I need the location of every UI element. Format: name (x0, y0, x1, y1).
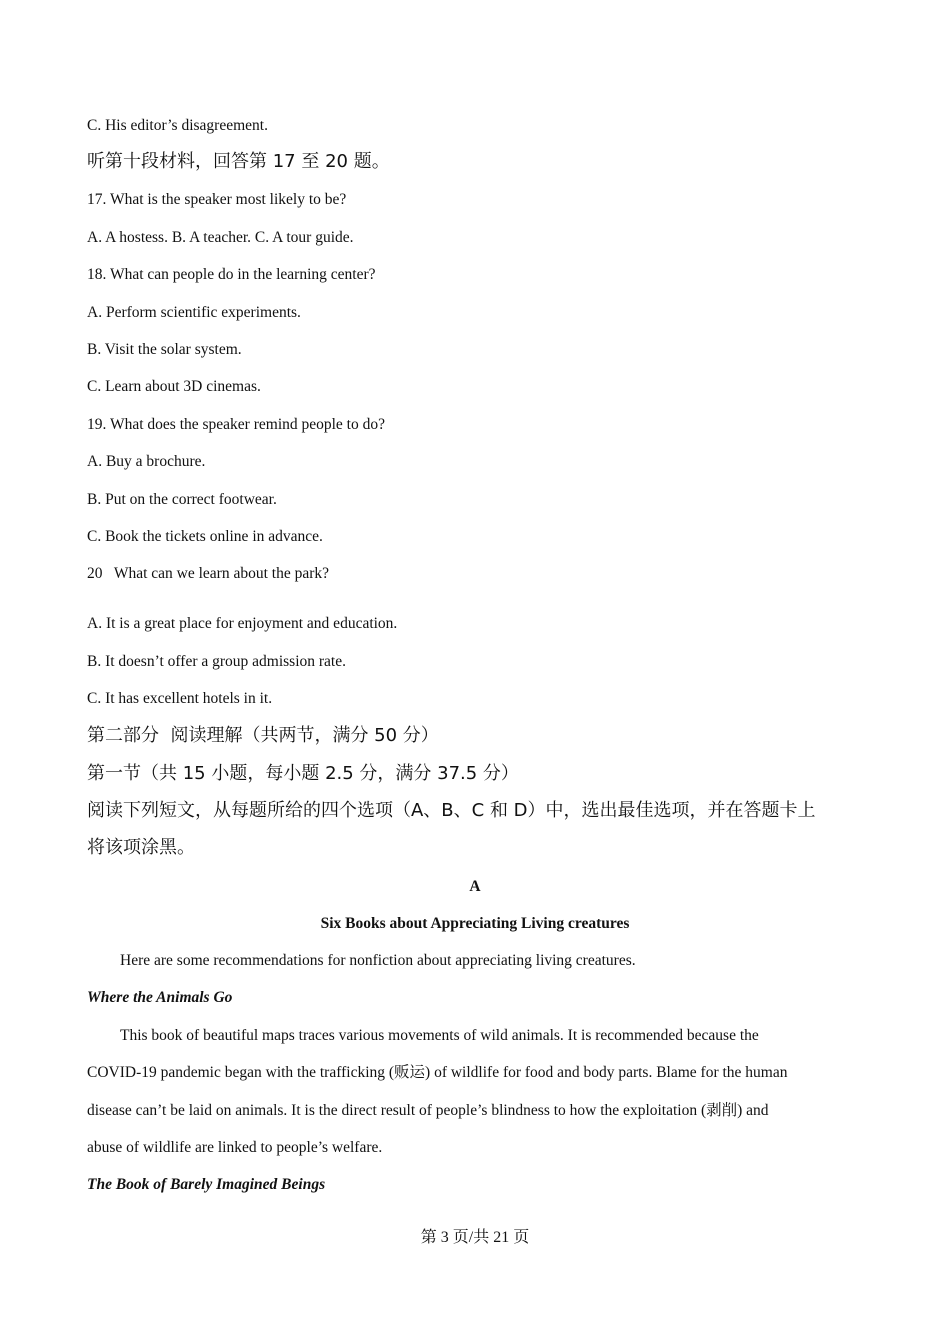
option-a-18: A. Perform scientific experiments. (87, 304, 301, 321)
question-20: 20 What can we learn about the park? (87, 565, 330, 582)
option-b-20: B. It doesn’t offer a group admission rate. (87, 653, 346, 670)
section-one-heading: 第一节（共 15 小题，每小题 2.5 分，满分 37.5 分） (87, 763, 519, 784)
option-c-20: C. It has excellent hotels in it. (87, 690, 273, 707)
question-19: 19. What does the speaker remind people to do? (87, 416, 385, 433)
reading-instruction-cont: 将该项涂黑。 (87, 837, 195, 858)
book-desc-1-line-2: COVID-19 pandemic began with the trafficking (贩运) of wildlife for food and body parts. Blame for the human (87, 1064, 788, 1081)
option-a-19: A. Buy a brochure. (87, 453, 206, 470)
question-17: 17. What is the speaker most likely to be? (87, 191, 347, 208)
option-b-19: B. Put on the correct footwear. (87, 491, 277, 508)
book-desc-1-line-3: disease can’t be laid on animals. It is the direct result of people’s blindness to how the exploitation (剥削) and (87, 1102, 769, 1119)
passage-title: Six Books about Appreciating Living creatures (320, 915, 630, 932)
options-17: A. A hostess. B. A teacher. C. A tour guide. (87, 229, 354, 246)
book-desc-1-line-1: This book of beautiful maps traces various movements of wild animals. It is recommended because the (120, 1027, 759, 1044)
question-18: 18. What can people do in the learning center? (87, 266, 376, 283)
passage-letter: A (469, 878, 481, 895)
book-title-2: The Book of Barely Imagined Beings (87, 1176, 326, 1193)
book-desc-1-line-4: abuse of wildlife are linked to people’s welfare. (87, 1139, 383, 1156)
option-c-18: C. Learn about 3D cinemas. (87, 378, 261, 395)
reading-instruction: 阅读下列短文，从每题所给的四个选项（A、B、C 和 D）中，选出最佳选项，并在答题卡上 (87, 800, 816, 821)
option-c-16: C. His editor’s disagreement. (87, 117, 268, 134)
book-title-1: Where the Animals Go (87, 989, 233, 1006)
option-b-18: B. Visit the solar system. (87, 341, 242, 358)
part-two-heading: 第二部分 阅读理解（共两节，满分 50 分） (87, 725, 439, 746)
section-instruction-10: 听第十段材料，回答第 17 至 20 题。 (87, 151, 390, 172)
passage-intro: Here are some recommendations for nonfiction about appreciating living creatures. (120, 952, 636, 969)
page-number-footer: 第 3 页/共 21 页 (420, 1229, 530, 1246)
option-a-20: A. It is a great place for enjoyment and education. (87, 615, 398, 632)
option-c-19: C. Book the tickets online in advance. (87, 528, 323, 545)
